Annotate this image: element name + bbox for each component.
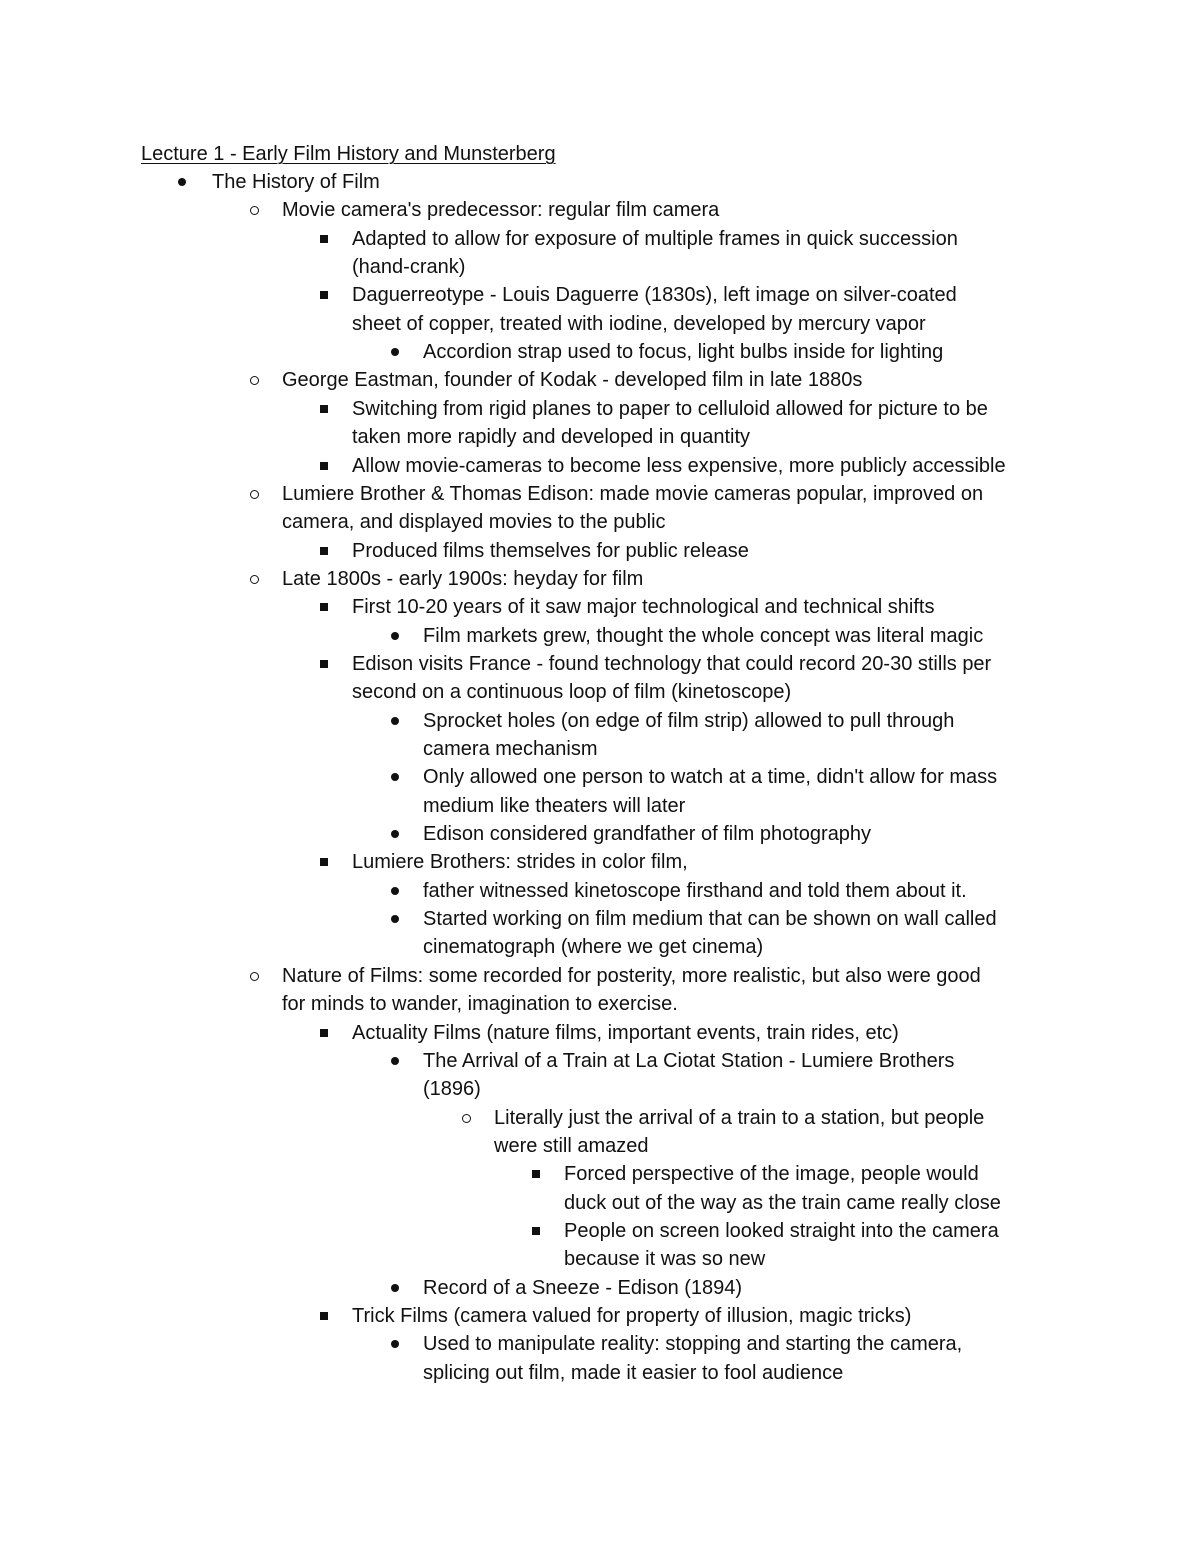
list-item-text: Only allowed one person to watch at a time, didn't allow for mass [423, 766, 998, 789]
bullet-square-icon [320, 660, 328, 668]
bullet-disc-icon [391, 1340, 399, 1348]
list-item-text: Used to manipulate reality: stopping and starting the camera, [423, 1333, 963, 1356]
bullet-disc-icon [391, 915, 399, 923]
list-item-continuation: second on a continuous loop of film (kinetoscope) [352, 681, 792, 704]
bullet-disc-icon [391, 773, 399, 781]
list-item-text: Nature of Films: some recorded for posterity, more realistic, but also were good [282, 964, 981, 987]
list-item-text: Started working on film medium that can be shown on wall called [423, 908, 997, 931]
list-item-continuation: (hand-crank) [352, 256, 466, 279]
bullet-disc-icon [391, 887, 399, 895]
list-item-text: Accordion strap used to focus, light bulbs inside for lighting [423, 341, 944, 364]
list-item-text: The Arrival of a Train at La Ciotat Station - Lumiere Brothers [423, 1049, 955, 1072]
bullet-circle-icon [462, 1114, 471, 1123]
list-item-continuation: duck out of the way as the train came really close [564, 1191, 1001, 1214]
list-item-text: Literally just the arrival of a train to a station, but people [494, 1106, 985, 1129]
bullet-disc-icon [178, 178, 186, 186]
bullet-square-icon [320, 1312, 328, 1320]
list-item-text: Record of a Sneeze - Edison (1894) [423, 1276, 743, 1299]
bullet-circle-icon [250, 206, 259, 215]
bullet-square-icon [320, 291, 328, 299]
page-title: Lecture 1 - Early Film History and Munsterberg [141, 143, 556, 165]
list-item-text: Switching from rigid planes to paper to celluloid allowed for picture to be [352, 397, 988, 420]
list-item-text: Produced films themselves for public release [352, 539, 749, 562]
list-item-continuation: medium like theaters will later [423, 794, 686, 817]
list-item-text: Actuality Films (nature films, important events, train rides, etc) [352, 1021, 899, 1044]
bullet-square-icon [320, 462, 328, 470]
list-item-text: Adapted to allow for exposure of multiple frames in quick succession [352, 227, 958, 250]
list-item-text: father witnessed kinetoscope firsthand and told them about it. [423, 879, 967, 902]
list-item-continuation: cinematograph (where we get cinema) [423, 936, 764, 959]
list-item-continuation: were still amazed [494, 1134, 649, 1157]
bullet-disc-icon [391, 1284, 399, 1292]
list-item-text: Late 1800s - early 1900s: heyday for film [282, 567, 644, 590]
list-item-text: Daguerreotype - Louis Daguerre (1830s), left image on silver-coated [352, 284, 957, 307]
list-item-text: Forced perspective of the image, people would [564, 1163, 979, 1186]
list-item-text: Edison visits France - found technology that could record 20-30 stills per [352, 652, 992, 675]
bullet-square-icon [320, 547, 328, 555]
bullet-square-icon [532, 1170, 540, 1178]
bullet-disc-icon [391, 348, 399, 356]
list-item-continuation: (1896) [423, 1078, 481, 1101]
list-item-text: Movie camera's predecessor: regular film camera [282, 199, 720, 222]
list-item-continuation: taken more rapidly and developed in quantity [352, 426, 751, 449]
bullet-disc-icon [391, 830, 399, 838]
bullet-disc-icon [391, 717, 399, 725]
bullet-square-icon [320, 603, 328, 611]
list-item-text: People on screen looked straight into the camera [564, 1219, 999, 1242]
bullet-square-icon [320, 235, 328, 243]
bullet-square-icon [320, 405, 328, 413]
bullet-square-icon [320, 858, 328, 866]
list-item-text: Lumiere Brother & Thomas Edison: made movie cameras popular, improved on [282, 482, 984, 505]
list-item-text: Edison considered grandfather of film photography [423, 823, 872, 846]
list-item-text: First 10-20 years of it saw major technological and technical shifts [352, 596, 935, 619]
list-item-continuation: camera mechanism [423, 738, 598, 760]
list-item-text: Film markets grew, thought the whole concept was literal magic [423, 624, 984, 647]
bullet-circle-icon [250, 575, 259, 584]
bullet-circle-icon [250, 490, 259, 499]
list-item-continuation: for minds to wander, imagination to exercise. [282, 993, 678, 1016]
bullet-disc-icon [391, 632, 399, 640]
bullet-circle-icon [250, 376, 259, 385]
list-item-continuation: sheet of copper, treated with iodine, developed by mercury vapor [352, 312, 926, 335]
bullet-circle-icon [250, 972, 259, 981]
bullet-disc-icon [391, 1057, 399, 1065]
list-item-text: Lumiere Brothers: strides in color film, [352, 851, 688, 874]
bullet-square-icon [320, 1029, 328, 1037]
bullet-square-icon [532, 1227, 540, 1235]
list-item-text: Trick Films (camera valued for property of illusion, magic tricks) [352, 1305, 912, 1327]
list-item-text: Allow movie-cameras to become less expensive, more publicly accessible [352, 454, 1006, 477]
list-item-continuation: splicing out film, made it easier to fool audience [423, 1361, 844, 1384]
list-item-text: The History of Film [212, 171, 380, 193]
list-item-continuation: camera, and displayed movies to the public [282, 511, 666, 534]
list-item-text: George Eastman, founder of Kodak - developed film in late 1880s [282, 369, 863, 392]
list-item-continuation: because it was so new [564, 1248, 766, 1271]
list-item-text: Sprocket holes (on edge of film strip) allowed to pull through [423, 709, 955, 732]
